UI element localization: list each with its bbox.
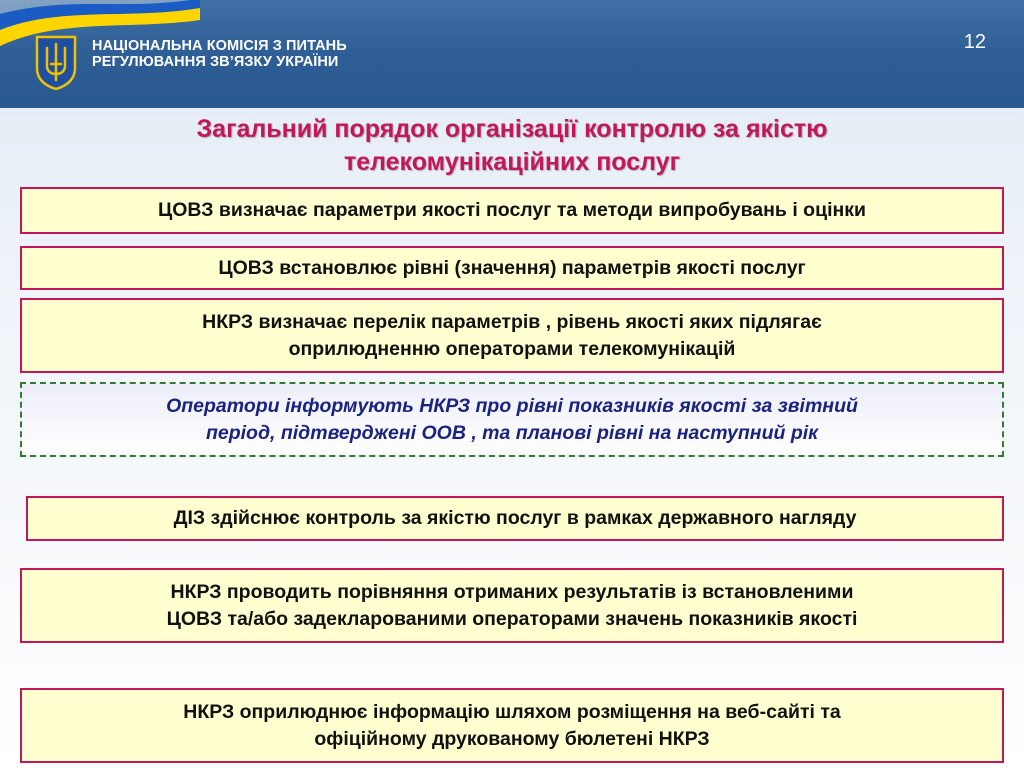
trident-emblem-icon (34, 34, 78, 90)
step-4-line-1: Оператори інформують НКРЗ про рівні показників якості за звітний (166, 394, 858, 417)
step-6-line-1: НКРЗ проводить порівняння отриманих результатів із встановленими (170, 580, 854, 603)
step-box-1 (20, 187, 1004, 234)
step-5-line-1: ДІЗ здійснює контроль за якістю послуг в рамках державного нагляду (173, 507, 857, 529)
org-name-line-1: НАЦІОНАЛЬНА КОМІСІЯ З ПИТАНЬ (92, 38, 347, 54)
slide-header (0, 0, 1024, 108)
step-box-7 (20, 688, 1004, 763)
step-box-5 (26, 496, 1004, 541)
step-6-line-2: ЦОВЗ та/або задекларованими операторами значень показників якості (166, 607, 858, 630)
slide-title-line-2: телекомунікаційних послуг (343, 148, 681, 176)
step-box-6 (20, 568, 1004, 643)
slide-number: 12 (963, 31, 986, 53)
org-name-line-2: РЕГУЛЮВАННЯ ЗВ’ЯЗКУ УКРАЇНИ (92, 54, 339, 70)
slide-title-line-1: Загальний порядок організації контролю за якістю (196, 115, 828, 143)
step-2-line-1: ЦОВЗ встановлює рівні (значення) параметрів якості послуг (218, 256, 806, 279)
slide-title (0, 113, 1024, 179)
step-7-line-2: офіційному друкованому бюлетені НКРЗ (314, 727, 710, 750)
step-box-3 (20, 298, 1004, 373)
step-box-4-operators (20, 382, 1004, 457)
step-4-line-2: період, підтверджені ООВ , та планові рівні на наступний рік (205, 421, 819, 444)
step-7-line-1: НКРЗ оприлюднює інформацію шляхом розміщення на веб-сайті та (183, 700, 841, 723)
step-1-line-1: ЦОВЗ визначає параметри якості послуг та методи випробувань і оцінки (157, 199, 867, 221)
step-3-line-2: оприлюдненню операторами телекомунікацій (288, 337, 736, 360)
step-3-line-1: НКРЗ визначає перелік параметрів , рівень якості яких підлягає (202, 310, 822, 333)
organization-name (92, 38, 347, 70)
step-box-2 (20, 246, 1004, 290)
